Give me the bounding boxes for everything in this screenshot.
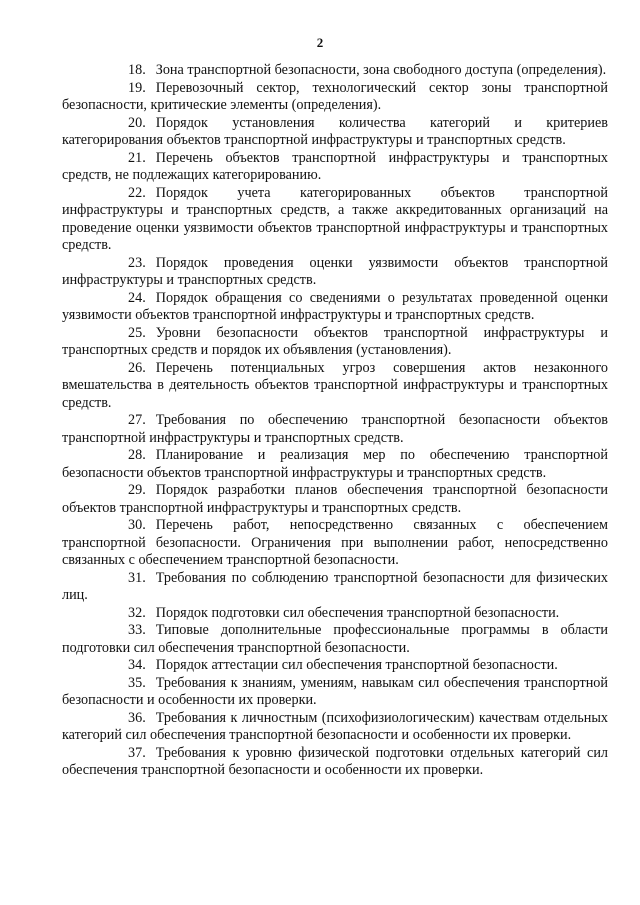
list-item [62,570,608,605]
list-item [62,255,608,290]
list-item [62,150,608,185]
item-text: Перевозочный сектор, технологический сектор зоны транспортной безопасности, критические элементы (определения). [62,79,608,113]
list-item [62,447,608,482]
list-item [62,62,608,80]
list-item [62,185,608,255]
item-number: 32. [128,604,146,621]
item-number: 21. [128,149,146,166]
item-text: Перечень объектов транспортной инфраструктуры и транспортных средств, не подлежащих категорированию. [62,149,608,183]
list-item [62,657,608,675]
item-text: Требования к уровню физической подготовки отдельных категорий сил обеспечения транспортной безопасности и особенности их проверки. [62,744,608,778]
list-item [62,605,608,623]
item-text: Требования к личностным (психофизиологическим) качествам отдельных категорий сил обеспечения транспортной безопасности и особенности их проверки. [62,709,608,743]
page-number: 2 [316,35,324,50]
list-item [62,745,608,780]
item-text: Перечень потенциальных угроз совершения актов незаконного вмешательства в деятельность объектов транспортной инфраструктуры и транспортных средств. [62,359,608,411]
item-number: 27. [128,412,146,428]
list-item [62,517,608,570]
list-item [62,412,608,447]
item-number: 24. [128,289,146,306]
item-text: Зона транспортной безопасности, зона свободного доступа (определения). [155,62,607,78]
list-item [62,622,608,657]
item-text: Перечень работ, непосредственно связанных с обеспечением транспортной безопасности. Ограничения при выполнении работ, непосредственно связанных с обеспечением транспортной безопасности. [62,517,608,568]
item-number: 30. [128,517,146,533]
list-item [62,80,608,115]
item-number: 18. [128,62,146,78]
item-text: Порядок учета категорированных объектов транспортной инфраструктуры и транспортных средств, а также аккредитованных организаций на проведение оценки уязвимости объектов транспортной инфраструктуры и транспортных средств. [62,184,608,253]
item-text: Порядок проведения оценки уязвимости объектов транспортной инфраструктуры и транспортных средств. [62,254,608,288]
list-item [62,360,608,413]
item-number: 23. [128,254,146,271]
item-list [62,62,608,780]
item-number: 33. [128,622,146,638]
item-text: Порядок аттестации сил обеспечения транспортной безопасности. [155,657,558,673]
item-number: 25. [128,324,146,341]
item-text: Требования к знаниям, умениям, навыкам сил обеспечения транспортной безопасности и особенности их проверки. [62,674,608,708]
item-text: Порядок обращения со сведениями о результатах проведенной оценки уязвимости объектов транспортной инфраструктуры и транспортных средств. [62,289,608,323]
item-number: 28. [128,447,146,463]
item-number: 35. [128,674,146,691]
item-text: Требования по обеспечению транспортной безопасности объектов транспортной инфраструктуры и транспортных средств. [62,412,608,446]
list-item [62,290,608,325]
item-number: 26. [128,359,146,376]
item-number: 34. [128,657,146,673]
item-number: 37. [128,744,146,761]
list-item [62,115,608,150]
list-item [62,325,608,360]
item-text: Порядок подготовки сил обеспечения транспортной безопасности. [155,604,560,621]
list-item [62,675,608,710]
item-number: 19. [128,79,146,96]
item-text: Типовые дополнительные профессиональные программы в области подготовки сил обеспечения транспортной безопасности. [62,622,608,656]
list-item [62,482,608,517]
item-text: Планирование и реализация мер по обеспечению транспортной безопасности объектов транспортной инфраструктуры и транспортных средств. [62,447,608,481]
item-text: Требования по соблюдению транспортной безопасности для физических лиц. [62,569,608,603]
list-item [62,710,608,745]
item-number: 31. [128,569,146,586]
item-number: 36. [128,709,146,726]
item-number: 22. [128,184,146,201]
item-number: 29. [128,482,146,498]
item-text: Уровни безопасности объектов транспортной инфраструктуры и транспортных средств и порядок их объявления (установления). [62,324,608,358]
item-text: Порядок разработки планов обеспечения транспортной безопасности объектов транспортной инфраструктуры и транспортных средств. [62,482,608,516]
item-number: 20. [128,114,146,131]
item-text: Порядок установления количества категорий и критериев категорирования объектов транспортной инфраструктуры и транспортных средств. [62,114,608,148]
